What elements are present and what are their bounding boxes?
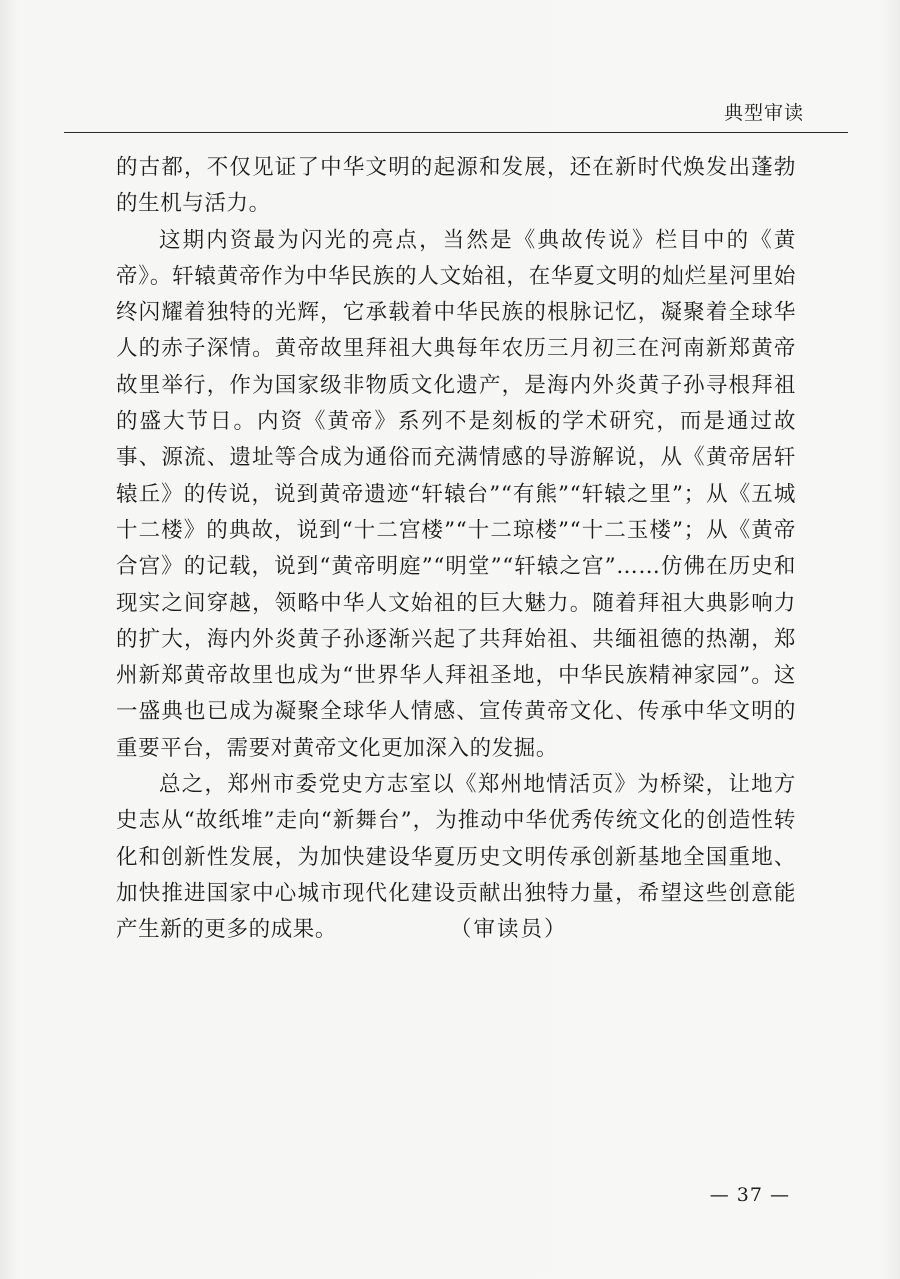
page-number: — 37 — — [709, 1184, 790, 1206]
paragraph-conclusion — [116, 767, 796, 948]
reviewer-signature: （审读员） — [450, 917, 568, 943]
conclusion-text: 总之，郑州市委党史方志室以《郑州地情活页》为桥梁，让地方史志从“故纸堆”走向“新舞台”，为推动中华优秀传统文化的创造性转化和创新性发展，为加快建设华夏历史文明传承创新基地全国重地、加快推进国家中心城市现代化建设贡献出独特力量，希望这些创意能产生新的更多的成果。 — [116, 772, 796, 943]
paragraph-continuation: 的古都，不仅见证了中华文明的起源和发展，还在新时代焕发出蓬勃的生机与活力。 — [116, 155, 796, 217]
header-rule — [64, 132, 848, 133]
article-body — [116, 150, 796, 949]
running-head: 典型审读 — [723, 102, 804, 124]
paragraph-huangdi: 这期内资最为闪光的亮点，当然是《典故传说》栏目中的《黄帝》。轩辕黄帝作为中华民族的人文始祖，在华夏文明的灿烂星河里始终闪耀着独特的光辉，它承载着中华民族的根脉记忆，凝聚着全球华人的赤子深情。黄帝故里拜祖大典每年农历三月初三在河南新郑黄帝故里举行，作为国家级非物质文化遗产，是海内外炎黄子孙寻根拜祖的盛大节日。内资《黄帝》系列不是刻板的学术研究，而是通过故事、源流、遗址等合成为通俗而充满情感的导游解说，从《黄帝居轩辕丘》的传说，说到黄帝遗迹“轩辕台”“有熊”“轩辕之里”；从《五城十二楼》的典故，说到“十二宫楼”“十二琼楼”“十二玉楼”；从《黄帝合宫》的记载，说到“黄帝明庭”“明堂”“轩辕之宫”……仿佛在历史和现实之间穿越，领略中华人文始祖的巨大魅力。随着拜祖大典影响力的扩大，海内外炎黄子孙逐渐兴起了共拜始祖、共缅祖德的热潮，郑州新郑黄帝故里也成为“世界华人拜祖圣地，中华民族精神家园”。这一盛典也已成为凝聚全球华人情感、宣传黄帝文化、传承中华文明的重要平台，需要对黄帝文化更加深入的发掘。 — [116, 227, 796, 761]
